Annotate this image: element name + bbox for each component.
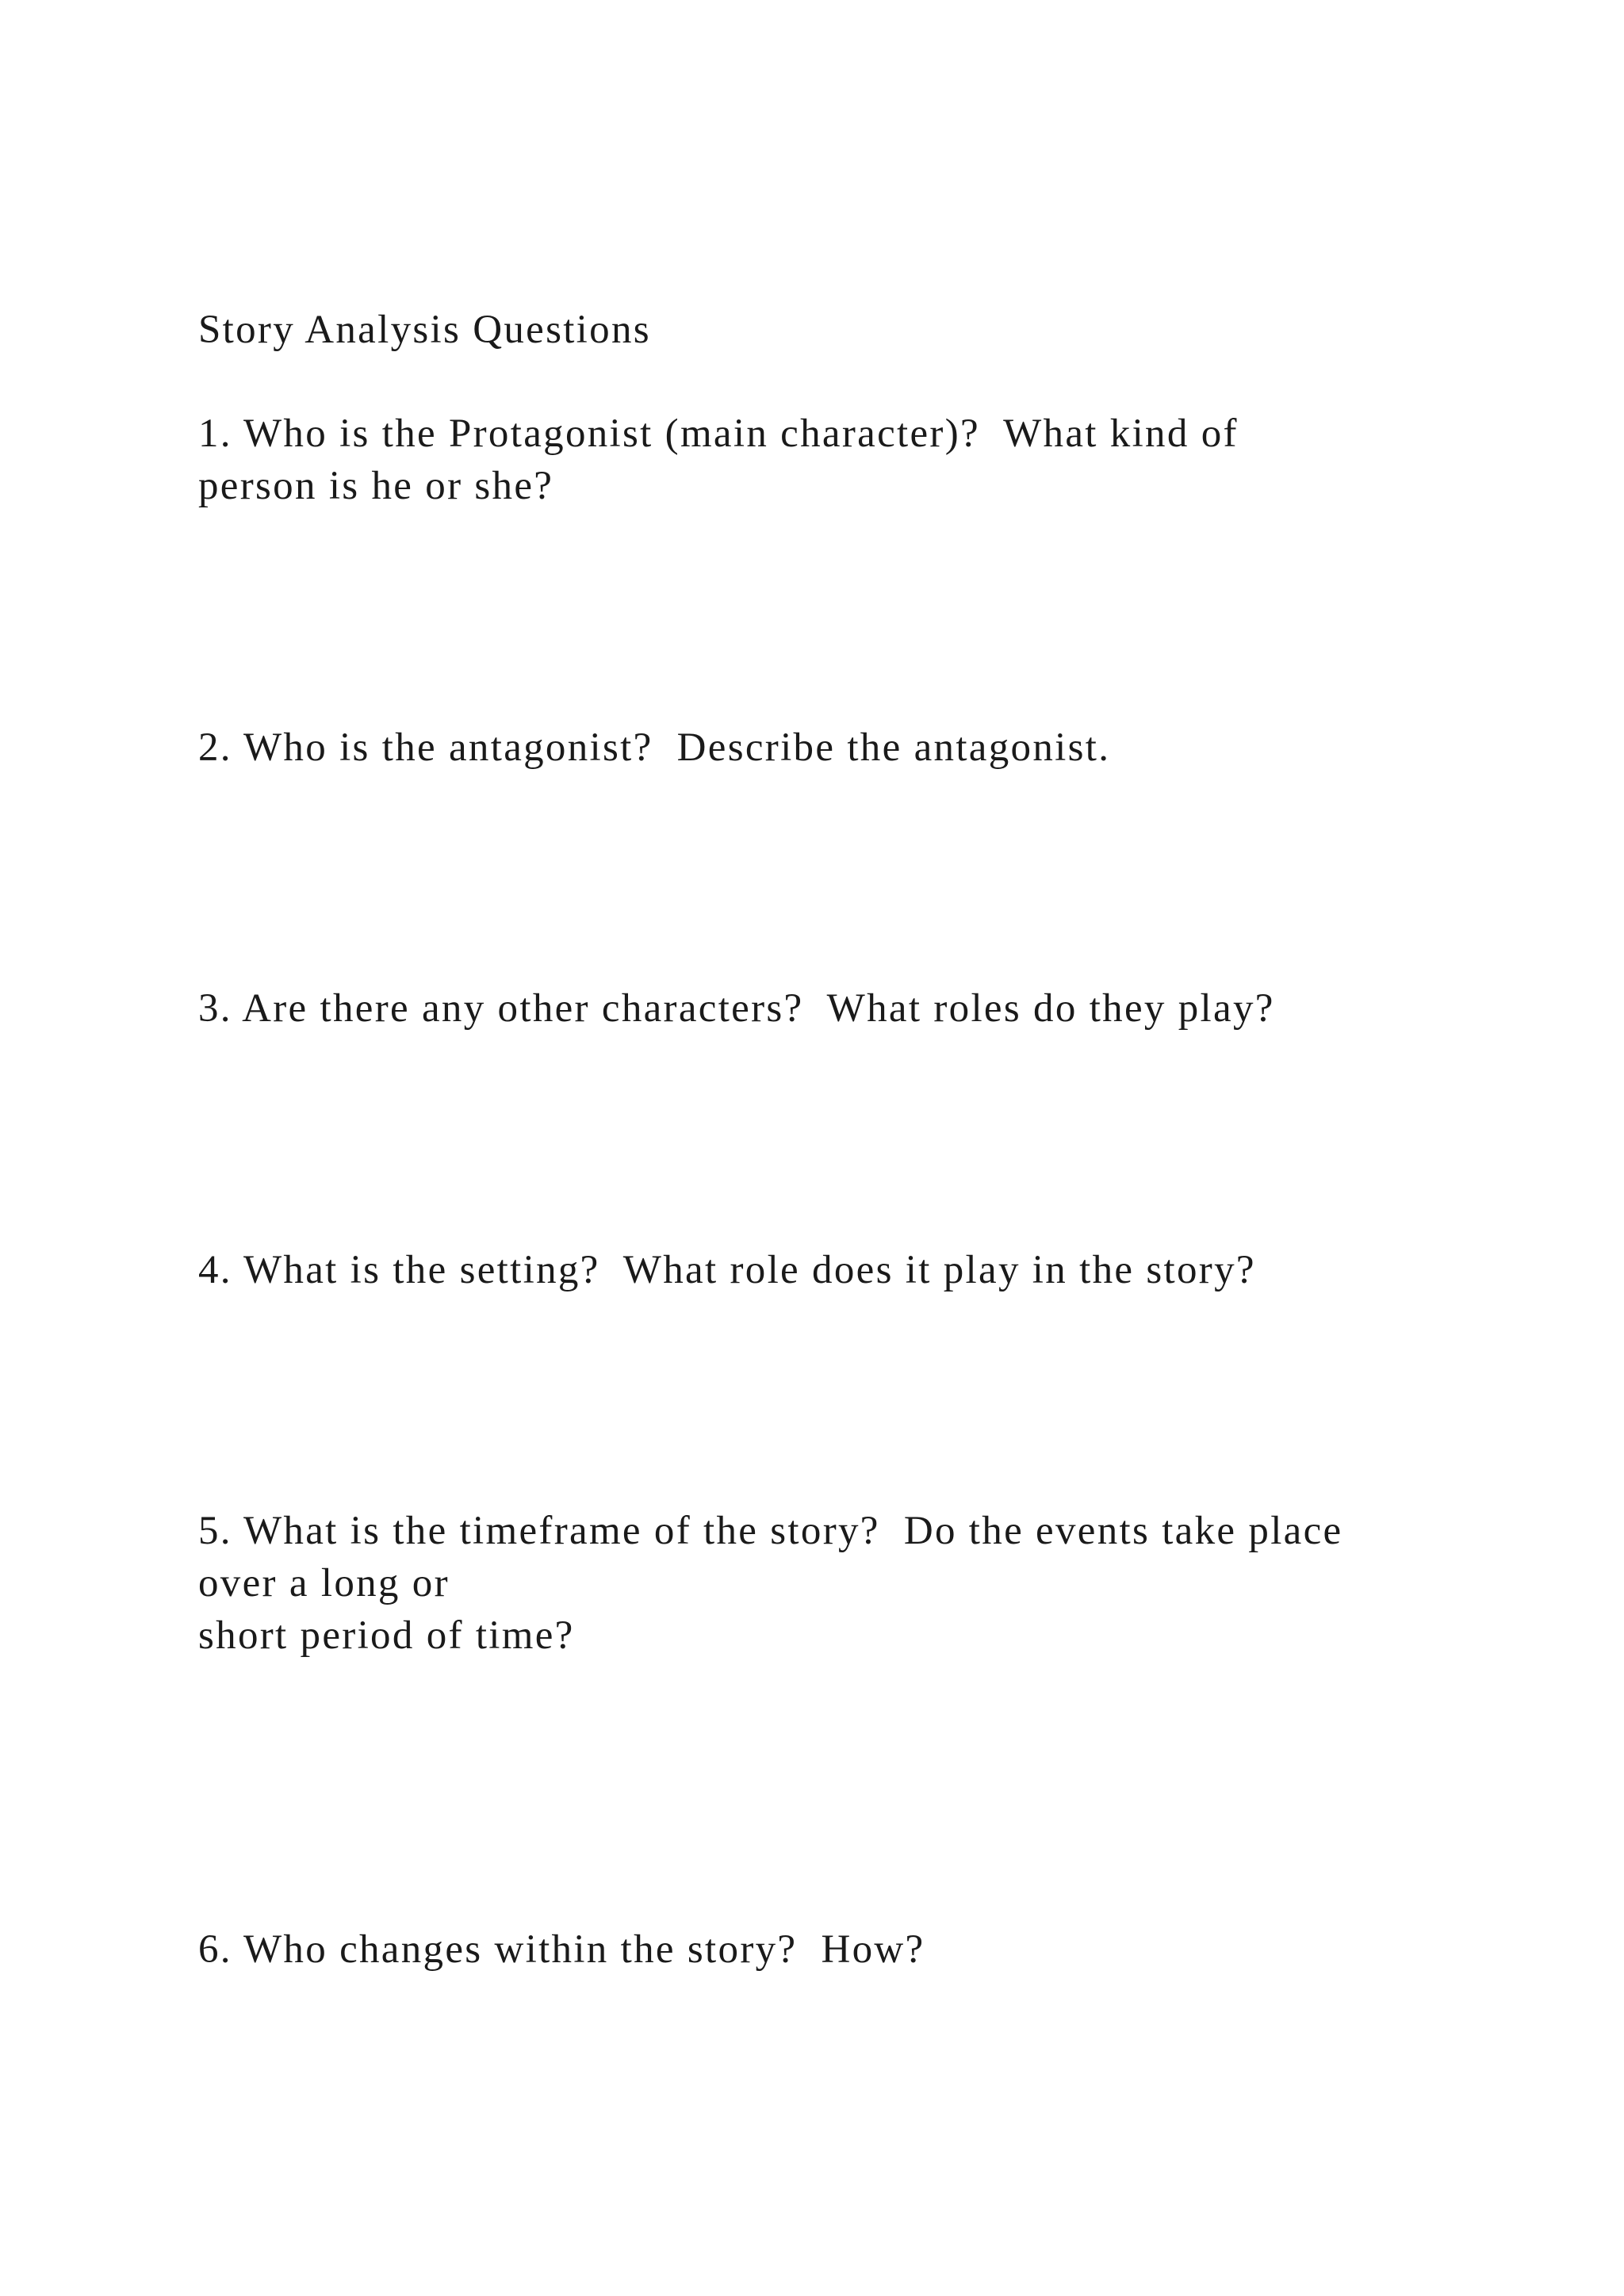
question-2-line-1: 2. Who is the antagonist? Describe the antagonist. [198, 725, 1111, 770]
question-1-line-2: person is he or she? [198, 464, 554, 508]
question-4-line-1: 4. What is the setting? What role does it play in the story? [198, 1248, 1256, 1292]
question-5-line-2: over a long or [198, 1561, 450, 1605]
question-1-line-1: 1. Who is the Protagonist (main character)? What kind of [198, 411, 1239, 456]
question-5-line-1: 5. What is the timeframe of the story? Do the events take place [198, 1509, 1343, 1553]
page-title: Story Analysis Questions [198, 308, 651, 352]
question-5-line-3: short period of time? [198, 1613, 575, 1658]
question-3-line-1: 3. Are there any other characters? What roles do they play? [198, 986, 1275, 1031]
question-6-line-1: 6. Who changes within the story? How? [198, 1927, 925, 1972]
